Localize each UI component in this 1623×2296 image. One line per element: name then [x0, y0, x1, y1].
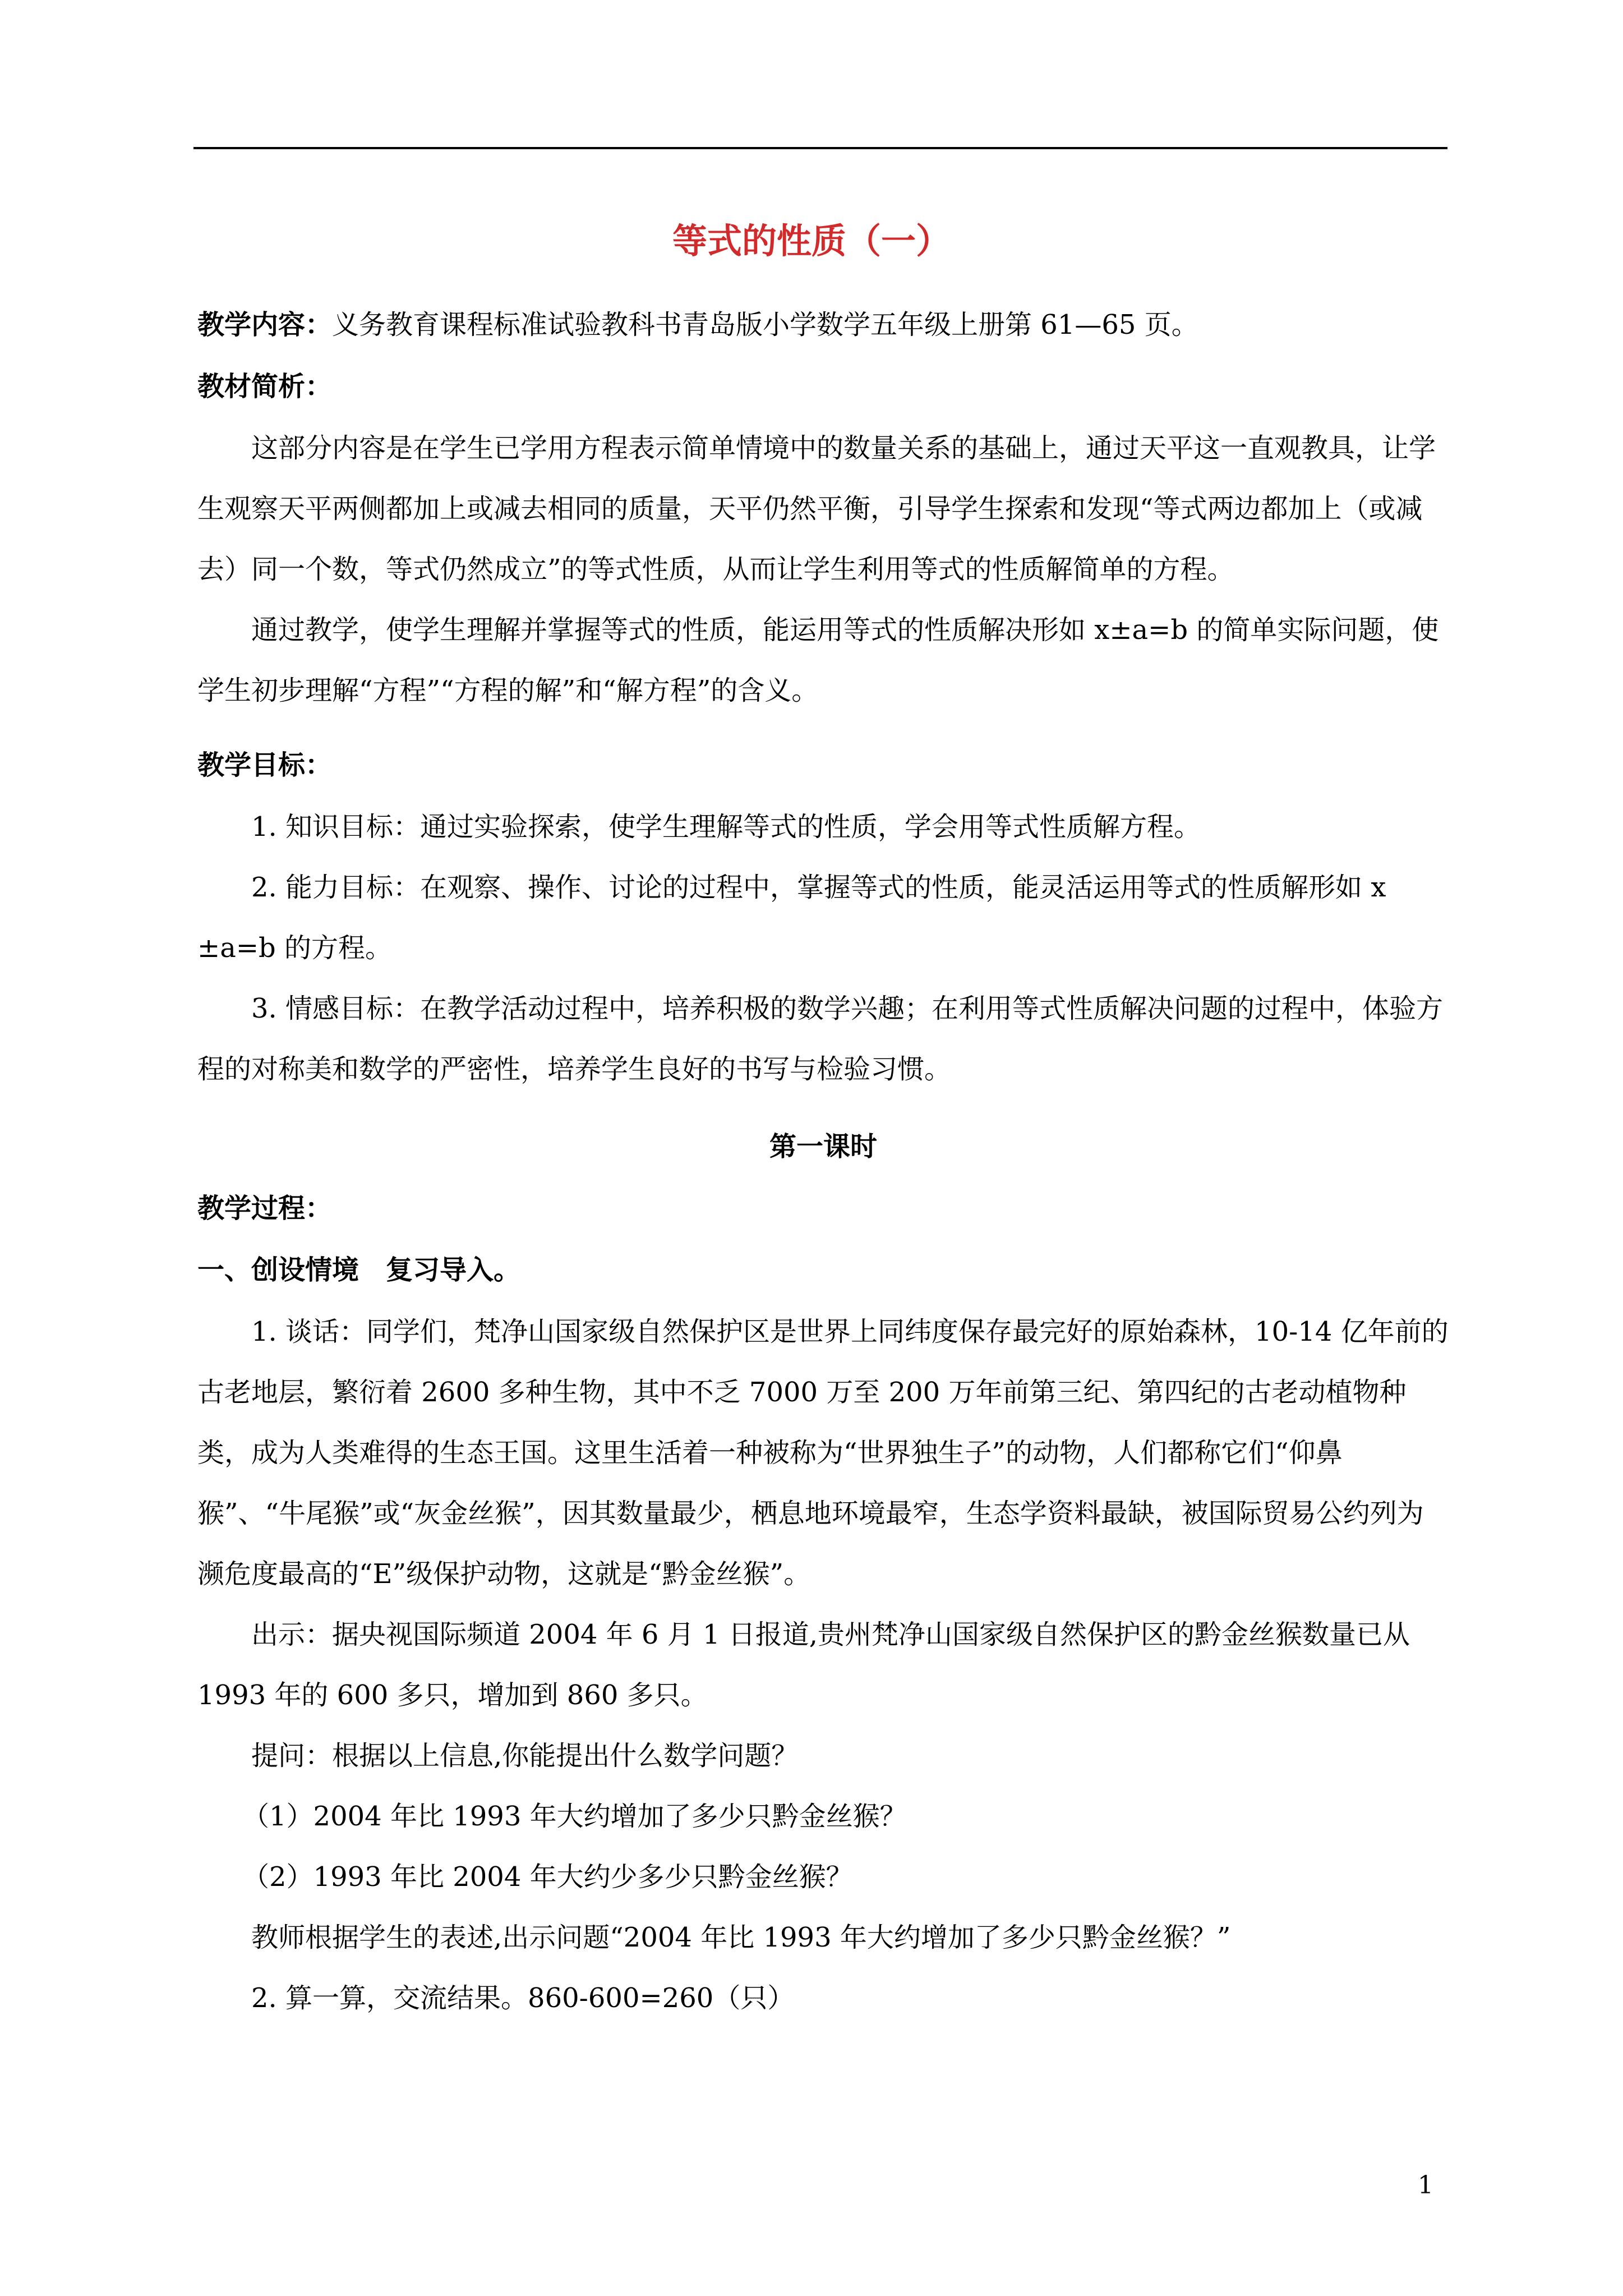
- question-item: （1）2004 年比 1993 年大约增加了多少只黔金丝猴？: [242, 1801, 907, 1832]
- section-one-heading: [197, 1240, 1449, 1300]
- analysis-label-text: 教材简析：: [197, 371, 333, 402]
- process-label-text: 教学过程：: [197, 1193, 333, 1224]
- goal-item: 2. 能力目标：在观察、操作、讨论的过程中，掌握等式的性质，能灵活运用等式的性质解形如 x ±a=b 的方程。: [197, 872, 1386, 964]
- header-rule: [193, 147, 1447, 149]
- goal-item: 3. 情感目标：在教学活动过程中，培养积极的数学兴趣；在利用等式性质解决问题的过程中，体验方程的对称美和数学的严密性，培养学生良好的书写与检验习惯。: [197, 993, 1444, 1085]
- goals-section: [197, 797, 1449, 1099]
- talk-paragraph: 1. 谈话：同学们，梵净山国家级自然保护区是世界上同纬度保存最完好的原始森林，10-14 亿年前的古老地层，繁衍着 2600 多种生物，其中不乏 7000 万至 200 万年前第三纪、第四纪的古老动植物种类，成为人类难得的生态王国。这里生活着一种被称为“世界独生子”的动物，人们都称它们“仰鼻猴”、“牛尾猴”或“灰金丝猴”，因其数量最少，栖息地环境最窄，生态学资料最缺，被国际贸易公约列为濒危度最高的“E”级保护动物，这就是“黔金丝猴”。: [197, 1316, 1449, 1590]
- goals-label-text: 教学目标：: [197, 749, 333, 781]
- teaching-content: [197, 295, 1449, 355]
- lesson-heading-text: 第一课时: [769, 1131, 877, 1162]
- teacher-paragraph: 教师根据学生的表述,出示问题“2004 年比 1993 年大约增加了多少只黔金丝猴？”: [251, 1922, 1231, 1953]
- process-label: [197, 1178, 1449, 1239]
- analysis-paragraph: 这部分内容是在学生已学用方程表示简单情境中的数量关系的基础上，通过天平这一直观教具，让学生观察天平两侧都加上或减去相同的质量，天平仍然平衡，引导学生探索和发现“等式两边都加上（或减去）同一个数，等式仍然成立”的等式性质，从而让学生利用等式的性质解简单的方程。: [197, 432, 1436, 585]
- goal-item: 1. 知识目标：通过实验探索，使学生理解等式的性质，学会用等式性质解方程。: [251, 811, 1201, 843]
- lesson-heading: [197, 1116, 1449, 1177]
- section-one-text: 一、创设情境 复习导入。: [197, 1254, 521, 1286]
- show-paragraph: 出示：据央视国际频道 2004 年 6 月 1 日报道,贵州梵净山国家级自然保护区的黔金丝猴数量已从 1993 年的 600 多只，增加到 860 多只。: [197, 1619, 1410, 1711]
- calc-paragraph: 2. 算一算，交流结果。860-600=260（只）: [251, 1982, 795, 2014]
- analysis-label: [197, 356, 1449, 417]
- analysis-section: [197, 418, 1449, 721]
- page-number: 1: [1418, 2171, 1433, 2200]
- ask-paragraph: 提问：根据以上信息,你能提出什么数学问题？: [251, 1740, 799, 1772]
- intro-section: [197, 1301, 1449, 2028]
- question-item: （2）1993 年比 2004 年大约少多少只黔金丝猴？: [242, 1861, 853, 1893]
- document-title: 等式的性质（一）: [672, 220, 951, 261]
- teaching-content-text: 义务教育课程标准试验教科书青岛版小学数学五年级上册第 61—65 页。: [332, 309, 1198, 341]
- goals-label: [197, 735, 1449, 795]
- teaching-content-label: 教学内容：: [197, 309, 333, 341]
- analysis-paragraph: 通过教学，使学生理解并掌握等式的性质，能运用等式的性质解决形如 x±a=b 的简单实际问题，使学生初步理解“方程”“方程的解”和“解方程”的含义。: [197, 614, 1439, 706]
